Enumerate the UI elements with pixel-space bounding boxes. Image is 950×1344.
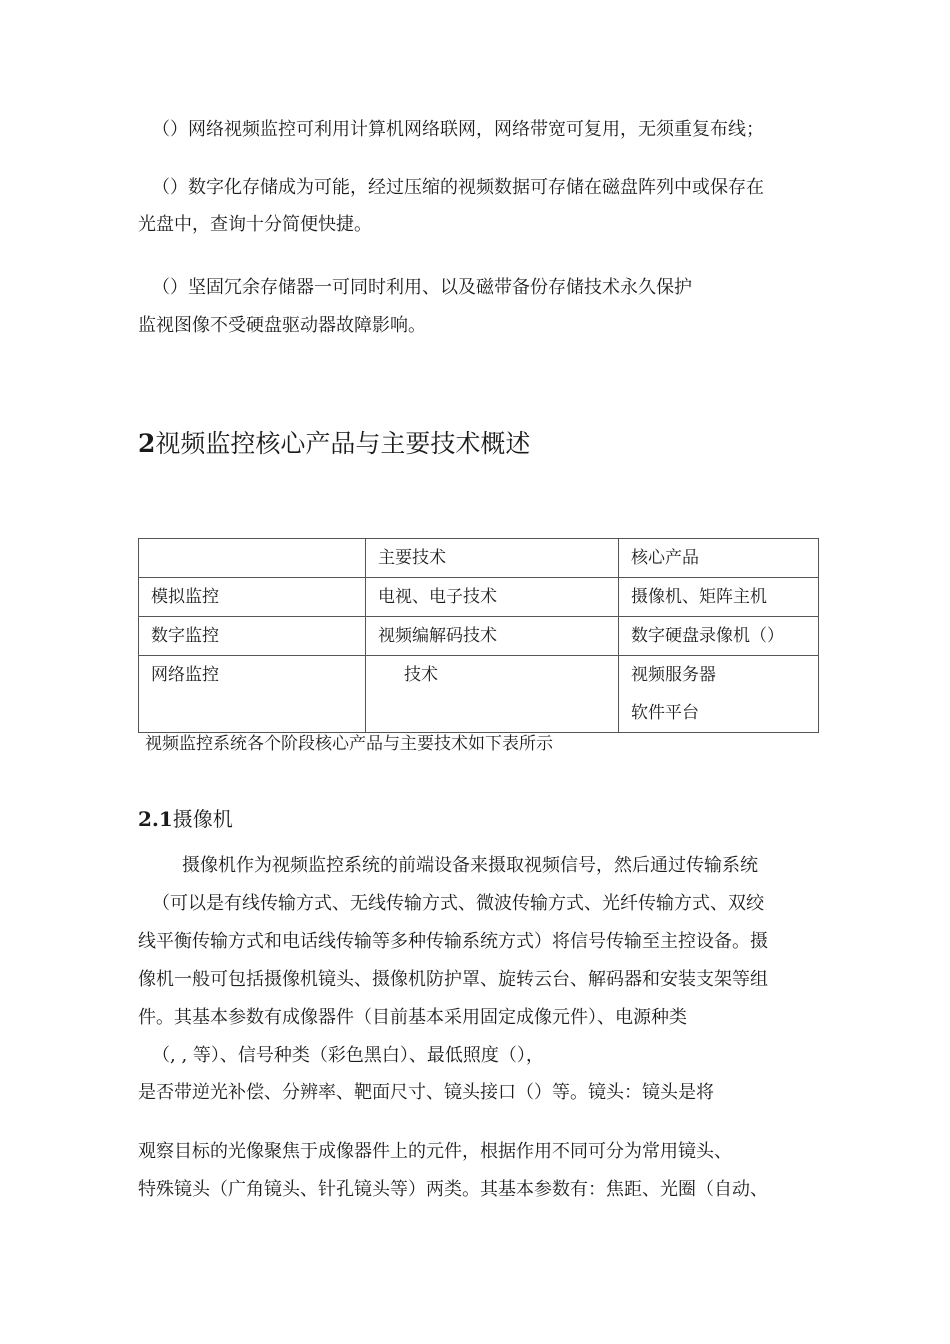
table-cell-products: [619, 656, 819, 733]
body-line: 件。其基本参数有成像器件（目前基本采用固定成像元件）、电源种类: [138, 1007, 687, 1028]
body-line: 线平衡传输方式和电话线传输等多种传输系统方式）将信号传输至主控设备。摄: [138, 931, 768, 952]
table-header-cell: [139, 539, 366, 578]
body-line: 是否带逆光补偿、分辨率、靶面尺寸、镜头接口（）等。镜头：镜头是将: [138, 1082, 714, 1103]
body-line: 摄像机作为视频监控系统的前端设备来摄取视频信号，然后通过传输系统: [182, 855, 758, 876]
body-line: 特殊镜头（广角镜头、针孔镜头等）两类。其基本参数有：焦距、光圈（自动、: [138, 1179, 768, 1200]
paragraph-redundant-storage: （）坚固冗余存储器一可同时利用、以及磁带备份存储技术永久保护: [152, 277, 692, 298]
section-title: 视频监控核心产品与主要技术概述: [155, 429, 531, 458]
table-cell-stage: 网络监控: [139, 656, 366, 733]
product-item: 软件平台: [631, 703, 699, 723]
tech-products-table: [138, 538, 819, 733]
subsection-heading: [138, 806, 233, 832]
table-cell-tech: 电视、电子技术: [366, 578, 619, 617]
table-header-cell: 主要技术: [366, 539, 619, 578]
subsection-title: 摄像机: [172, 807, 233, 831]
body-line: 像机一般可包括摄像机镜头、摄像机防护罩、旋转云台、解码器和安装支架等组: [138, 969, 768, 990]
table-row: [139, 656, 819, 733]
product-item: 视频服务器: [631, 665, 716, 685]
table-cell-products: 数字硬盘录像机（）: [619, 617, 819, 656]
subsection-number: 2.1: [138, 807, 173, 831]
table-cell-tech: 视频编解码技术: [366, 617, 619, 656]
paragraph-digital-storage: （）数字化存储成为可能，经过压缩的视频数据可存储在磁盘阵列中或保存在: [152, 177, 764, 198]
body-line: （可以是有线传输方式、无线传输方式、微波传输方式、光纤传输方式、双绞: [152, 893, 764, 914]
table-cell-tech: 技术: [366, 656, 619, 733]
table-row: [139, 617, 819, 656]
table-row: [139, 578, 819, 617]
body-line: （, , 等）、信号种类（彩色黑白）、最低照度（），: [152, 1045, 544, 1066]
table-header-cell: 核心产品: [619, 539, 819, 578]
table-header-row: [139, 539, 819, 578]
paragraph-digital-storage-cont: 光盘中，查询十分简便快捷。: [138, 214, 372, 235]
paragraph-network-monitoring: （）网络视频监控可利用计算机网络联网，网络带宽可复用，无须重复布线；: [152, 119, 764, 140]
body-line: 观察目标的光像聚焦于成像器件上的元件，根据作用不同可分为常用镜头、: [138, 1141, 732, 1162]
table-caption: 视频监控系统各个阶段核心产品与主要技术如下表所示: [145, 734, 553, 754]
table-cell-stage: 数字监控: [139, 617, 366, 656]
paragraph-redundant-storage-cont: 监视图像不受硬盘驱动器故障影响。: [138, 315, 426, 336]
section-number: 2: [138, 429, 156, 458]
section-heading: [138, 428, 530, 460]
table-cell-stage: 模拟监控: [139, 578, 366, 617]
table-cell-products: 摄像机、矩阵主机: [619, 578, 819, 617]
